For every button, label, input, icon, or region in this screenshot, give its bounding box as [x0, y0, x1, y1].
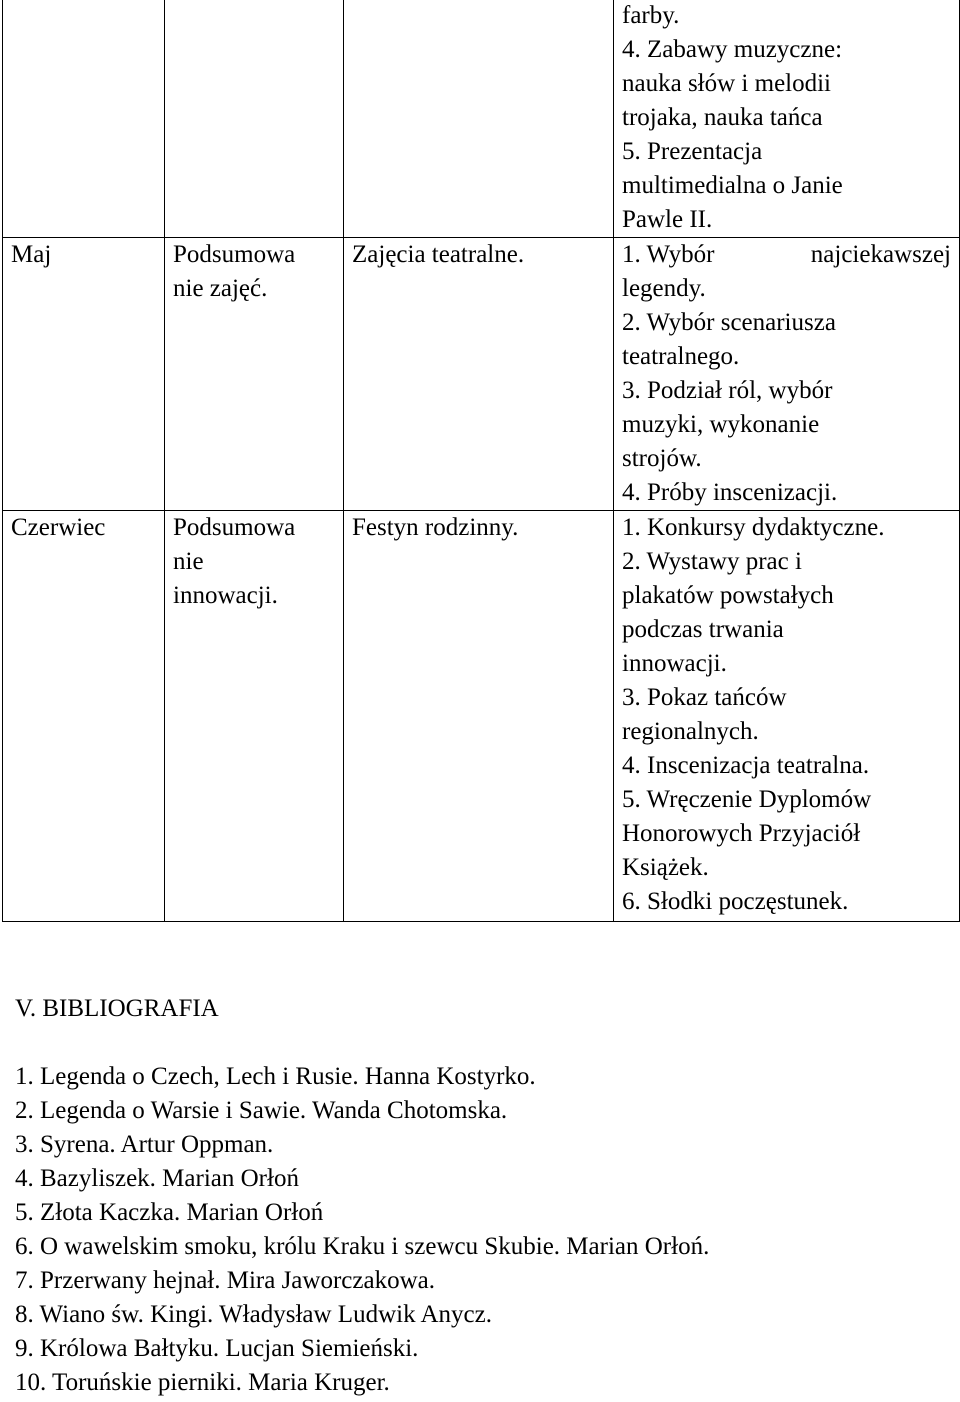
month-cell	[3, 238, 165, 511]
task-line: muzyki, wykonanie	[622, 411, 820, 438]
bibliography-section	[15, 992, 709, 1400]
task-line: strojów.	[622, 445, 702, 472]
summary-line: innowacji.	[173, 582, 278, 609]
month-label: Czerwiec	[11, 514, 106, 541]
task-line: 5. Wręczenie Dyplomów	[622, 786, 872, 813]
summary-line: Podsumowa	[173, 241, 296, 268]
task-line: 4. Zabawy muzyczne:	[622, 36, 843, 63]
summary-line: Podsumowa	[173, 514, 296, 541]
task-line: 5. Prezentacja	[622, 138, 763, 165]
list-item: 7. Przerwany hejnał. Mira Jaworczakowa.	[15, 1267, 435, 1294]
summary-cell	[165, 0, 344, 238]
task-line: 2. Wystawy prac i	[622, 548, 802, 575]
task-line: regionalnych.	[622, 718, 759, 745]
task-line: farby.	[622, 2, 680, 29]
list-item: 3. Syrena. Artur Oppman.	[15, 1131, 274, 1158]
list-item: 5. Złota Kaczka. Marian Orłoń	[15, 1199, 324, 1226]
task-line: multimedialna o Janie	[622, 172, 843, 199]
task-line: Pawle II.	[622, 206, 713, 233]
task-line: innowacji.	[622, 650, 727, 677]
list-item: 8. Wiano św. Kingi. Władysław Ludwik Anycz.	[15, 1301, 492, 1328]
month-cell	[3, 511, 165, 922]
task-line: Honorowych Przyjaciół	[622, 820, 861, 847]
activity-label: Festyn rodzinny.	[352, 514, 519, 541]
month-label: Maj	[11, 241, 52, 268]
task-line: 2. Wybór scenariusza	[622, 309, 836, 336]
bibliography-heading: V. BIBLIOGRAFIA	[15, 995, 219, 1022]
task-line: 4. Inscenizacja teatralna.	[622, 752, 870, 779]
list-item: 9. Królowa Bałtyku. Lucjan Siemieński.	[15, 1335, 419, 1362]
task-line: 1. Konkursy dydaktyczne.	[622, 514, 885, 541]
month-cell	[3, 0, 165, 238]
table-row	[3, 0, 960, 238]
tasks-cell	[614, 0, 960, 238]
summary-cell	[165, 511, 344, 922]
summary-line: nie zajęć.	[173, 275, 268, 302]
activity-cell	[344, 238, 614, 511]
task-line: legendy.	[622, 275, 706, 302]
activity-label: Zajęcia teatralne.	[352, 241, 525, 268]
task-line: 3. Pokaz tańców	[622, 684, 787, 711]
task-line: nauka słów i melodii	[622, 70, 831, 97]
activity-cell	[344, 0, 614, 238]
list-item: 6. O wawelskim smoku, królu Kraku i szewcu Skubie. Marian Orłoń.	[15, 1233, 710, 1260]
task-line	[622, 238, 951, 272]
tasks-cell	[614, 238, 960, 511]
task-line: trojaka, nauka tańca	[622, 104, 823, 131]
tasks-cell	[614, 511, 960, 922]
activity-plan-table	[2, 0, 960, 922]
list-item: 2. Legenda o Warsie i Sawie. Wanda Chotomska.	[15, 1097, 508, 1124]
bibliography-list	[15, 1060, 709, 1400]
summary-cell	[165, 238, 344, 511]
task-word: 1. Wybór	[622, 241, 715, 268]
summary-line: nie	[173, 548, 204, 575]
task-line: 6. Słodki poczęstunek.	[622, 888, 849, 915]
task-word: najciekawszej	[810, 241, 951, 268]
activity-cell	[344, 511, 614, 922]
task-line: podczas trwania	[622, 616, 784, 643]
task-line: plakatów powstałych	[622, 582, 834, 609]
list-item: 4. Bazyliszek. Marian Orłoń	[15, 1165, 299, 1192]
table-row	[3, 511, 960, 922]
task-line: teatralnego.	[622, 343, 740, 370]
list-item: 1. Legenda o Czech, Lech i Rusie. Hanna Kostyrko.	[15, 1063, 536, 1090]
task-line: 3. Podział ról, wybór	[622, 377, 833, 404]
list-item: 10. Toruńskie pierniki. Maria Kruger.	[15, 1369, 390, 1396]
task-line: Książek.	[622, 854, 709, 881]
table-row	[3, 238, 960, 511]
task-line: 4. Próby inscenizacji.	[622, 479, 838, 506]
